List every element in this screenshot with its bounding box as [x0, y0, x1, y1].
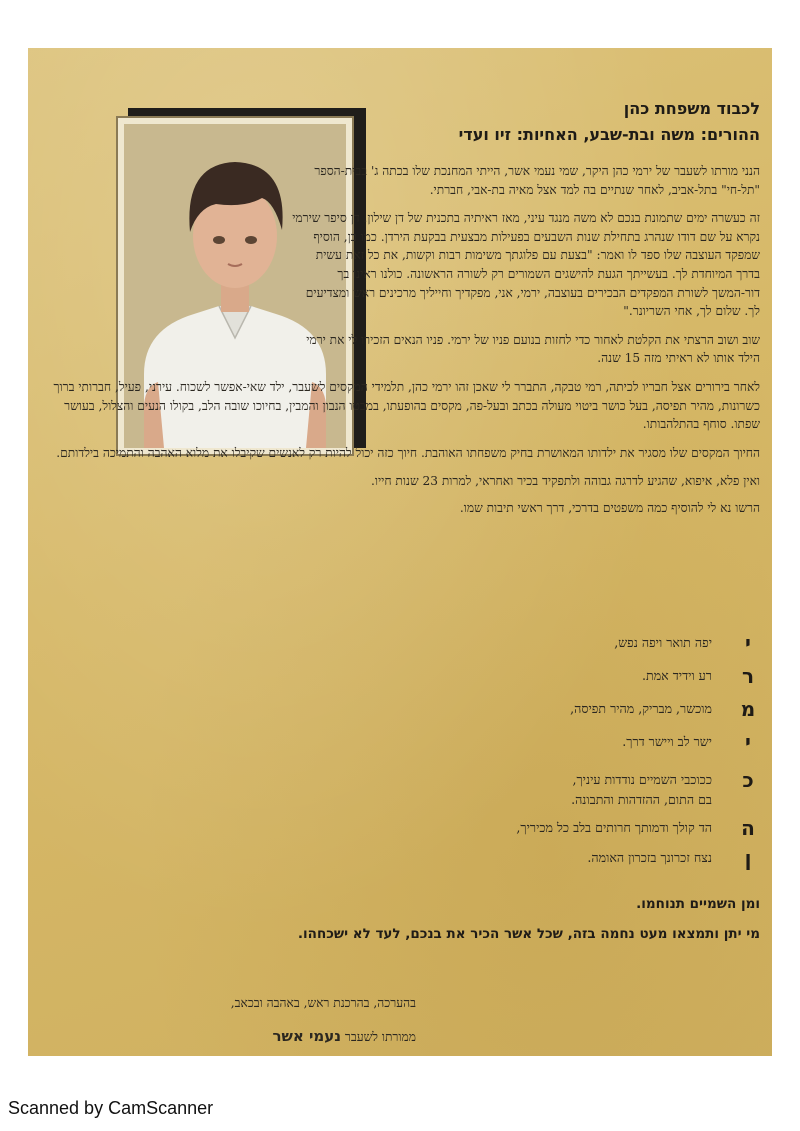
acrostic-letter: ה — [741, 816, 755, 840]
closing-block — [52, 896, 760, 942]
acrostic-line: בם התום, ההזדהות והתבונה. — [571, 792, 712, 807]
acrostic-line: רע וידיד אמת. — [642, 668, 712, 683]
paragraph-tv-program: זה כעשרה ימים שתמונת בנכם לא משה מנגד עיני, מאז ראיתיה בתכנית של דן שילון. דן סיפר שירמי נקרא על שם דודו שנהרג בתחילת שנות השבעים בפעילות מבצעית בבקעת הירדן. כמו כן, הוסיף שמפקד העוצבה שלו ספד לו ואמר: "בצעת עם פלוגתך משימות רבות וקשות, את כל זאת עשית בדרך המיוחדת לך. בעשייתך הגעת להישגים השמורים רק לשורה הראשונה. כולנו ראינו בך דור-המשך לשורת המפקדים הבכירים בעוצבה, ירמי, אני, מפקדיך וחייליך מרכינים ראש ומצדיעים לך. שלום לך, אחי השריונר." — [292, 211, 760, 319]
acrostic-row — [200, 697, 760, 730]
acrostic-line: ככוכבי השמיים נודדות עיניך, — [572, 772, 712, 787]
acrostic-bottom — [200, 768, 760, 876]
paragraph-smile: החיוך המקסים שלו מסגיר את ילדותו המאושרת בחיק משפחתו האוהבת. חיוך כזה יכול להיות רק לאנשים שקיבלו את מלוא האהבה והתמיכה בילדותם. — [56, 445, 760, 460]
closing-line: ומן השמיים תנוחמו. — [636, 896, 760, 912]
acrostic-row — [200, 768, 760, 816]
paragraph-rank: ואין פלא, איפוא, שהגיע לדרגה גבוהה ולתפקיד בכיר ואחראי, למרות 23 שנות חייו. — [370, 474, 760, 489]
acrostic-line: מוכשר, מבריק, מהיר תפיסה, — [570, 701, 712, 716]
paragraph-intro: הנני מורתו לשעבר של ירמי כהן היקר, שמי נעמי אשר, הייתי המחנכת שלו בכתה ג' בבית-הספר "תל-חי" בתל-אביב, לאחר שנתיים בה למד אצל מאיה בת-אבי, חברתי. — [314, 164, 760, 197]
paragraph-recording: שוב ושוב הרצתי את הקלטת לאחור כדי לחזות בנועם פניו של ירמי. פניו הנאים הזכירו לי את ירמי הילד אותו לא ראיתי מזה 15 שנה. — [306, 332, 760, 366]
letter-title: לכבוד משפחת כהן — [623, 99, 760, 118]
letter-body — [52, 96, 760, 518]
paragraph-memories: לאחר בירורים אצל חבריו לכיתה, רמי טבקה, התברר לי שאכן זהו ירמי כהן, תלמידי המקסים לשעבר, ילד שאי-אפשר לשכוח. עירני, פעיל, חברותי ברוך כשרונות, מהיר תפיסה, בעל כושר ביטוי מעולה בכתב ובעל-פה, מקסים בהופעתו, במבטו הנבון והמבין, בחיוכו שובה הלב, בקולו הנעים והצלול, בעושר שפתו. סוחף בהתלהבותו. — [53, 379, 760, 432]
signature-prefix: ממורתו לשעבר — [344, 1029, 416, 1044]
acrostic-letter: מ — [740, 697, 756, 721]
acrostic-letter: י — [745, 631, 751, 655]
acrostic-line: הד קולך ודמותך חרותים בלב כל מכיריך, — [516, 820, 712, 835]
acrostic-row — [200, 631, 760, 664]
acrostic-letter: ר — [741, 664, 755, 688]
acrostic-row — [200, 846, 760, 876]
signature-name: נעמי אשר — [272, 1026, 342, 1045]
closing-line: מי יתן ותמצאו מעט נחמה בזה, שכל אשר הכיר את בנכם, לעד לא ישכחהו. — [297, 926, 760, 942]
letter-page — [28, 48, 772, 1056]
acrostic-line: ישר לב ויישר דרך. — [622, 734, 712, 749]
scanner-watermark: Scanned by CamScanner — [8, 1098, 214, 1118]
acrostic-line: נצח זכרונך בזכרון האומה. — [587, 850, 712, 865]
signature-line — [116, 1027, 416, 1047]
acrostic-row — [200, 664, 760, 697]
acrostic-row — [200, 816, 760, 846]
letter-subtitle: ההורים: משה ובת-שבע, האחיות: זיו ועדי — [458, 125, 760, 144]
signature-block — [116, 994, 416, 1046]
acrostic-row — [200, 730, 760, 763]
acrostic-letter: ן — [744, 846, 752, 870]
acrostic-top — [200, 631, 760, 763]
acrostic-letter: כ — [742, 768, 754, 792]
acrostic-line: יפה תואר ויפה נפש, — [614, 635, 712, 650]
signature-line: בהערכה, בהרכנת ראש, באהבה ובכאב, — [230, 996, 416, 1010]
paragraph-acrostic-intro: הרשו נא לי להוסיף כמה משפטים בדרכי, דרך ראשי תיבות שמו. — [459, 500, 760, 515]
acrostic-letter: י — [745, 730, 751, 754]
